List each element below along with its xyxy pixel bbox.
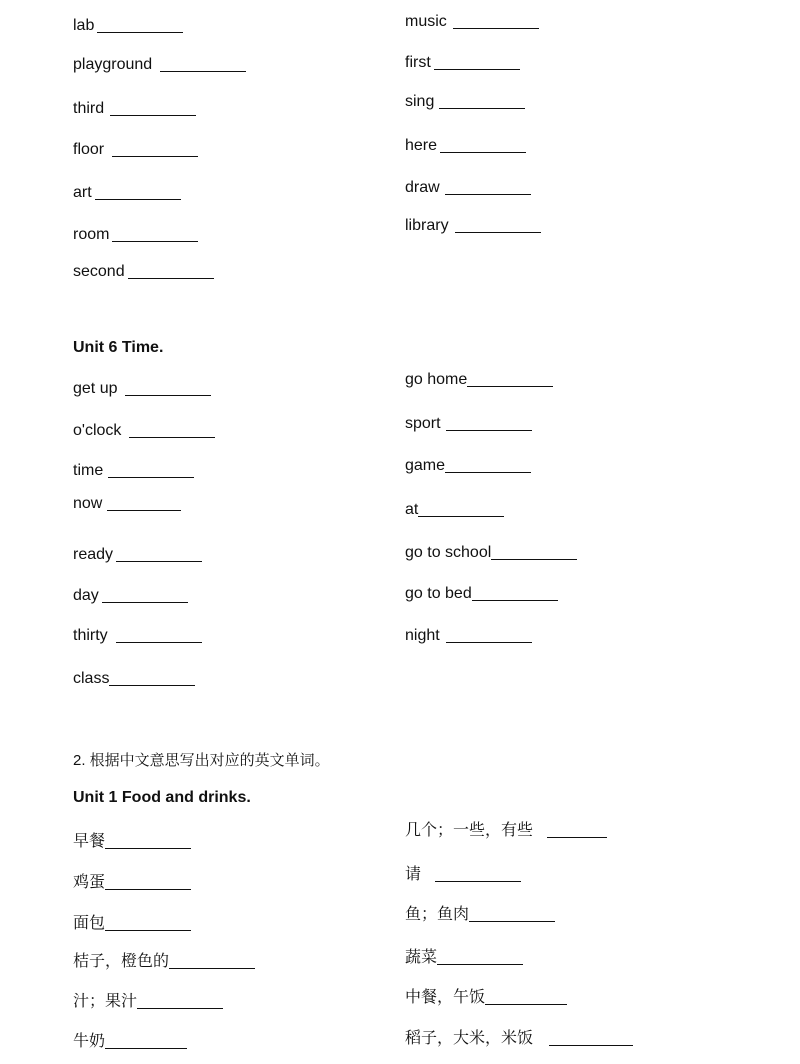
cn-item-some: 几个；一些，有些: [405, 821, 607, 841]
answer-blank[interactable]: [547, 837, 607, 838]
cn-item-milk: 牛奶: [73, 1032, 187, 1052]
answer-blank[interactable]: [445, 472, 531, 473]
answer-blank[interactable]: [437, 964, 523, 965]
vocab-item-playground: playground: [73, 55, 246, 75]
answer-blank[interactable]: [160, 71, 246, 72]
cn-item-egg: 鸡蛋: [73, 873, 191, 893]
vocab-item-floor: floor: [73, 140, 198, 160]
vocab-item-music: music: [405, 12, 539, 32]
answer-blank[interactable]: [97, 32, 183, 33]
vocab-item-go-to-school: go to school: [405, 543, 577, 563]
unit1-heading: Unit 1 Food and drinks.: [73, 789, 251, 806]
answer-blank[interactable]: [105, 848, 191, 849]
answer-blank[interactable]: [112, 156, 198, 157]
answer-blank[interactable]: [105, 1048, 187, 1049]
unit6-heading: Unit 6 Time.: [73, 339, 164, 356]
vocab-item-night: night: [405, 626, 532, 646]
answer-blank[interactable]: [453, 28, 539, 29]
cn-item-vegetables: 蔬菜: [405, 948, 523, 968]
answer-blank[interactable]: [455, 232, 541, 233]
vocab-item-go-home: go home: [405, 370, 553, 390]
answer-blank[interactable]: [549, 1045, 633, 1046]
answer-blank[interactable]: [116, 561, 202, 562]
answer-blank[interactable]: [439, 108, 525, 109]
vocab-item-draw: draw: [405, 178, 531, 198]
answer-blank[interactable]: [125, 395, 211, 396]
cn-item-lunch: 中餐，午饭: [405, 988, 567, 1008]
answer-blank[interactable]: [105, 889, 191, 890]
answer-blank[interactable]: [112, 241, 198, 242]
answer-blank[interactable]: [116, 642, 202, 643]
vocab-item-ready: ready: [73, 545, 202, 565]
vocab-item-game: game: [405, 456, 531, 476]
answer-blank[interactable]: [485, 1004, 567, 1005]
cn-item-bread: 面包: [73, 914, 191, 934]
cn-item-juice: 汁；果汁: [73, 992, 223, 1012]
vocab-item-oclock: o'clock: [73, 421, 215, 441]
cn-item-breakfast: 早餐: [73, 832, 191, 852]
vocab-item-at: at: [405, 500, 504, 520]
vocab-item-room: room: [73, 225, 198, 245]
answer-blank[interactable]: [467, 386, 553, 387]
answer-blank[interactable]: [435, 881, 521, 882]
answer-blank[interactable]: [418, 516, 504, 517]
answer-blank[interactable]: [446, 430, 532, 431]
vocab-item-sport: sport: [405, 414, 532, 434]
vocab-item-day: day: [73, 586, 188, 606]
answer-blank[interactable]: [472, 600, 558, 601]
answer-blank[interactable]: [128, 278, 214, 279]
vocab-item-go-to-bed: go to bed: [405, 584, 558, 604]
vocab-item-second: second: [73, 262, 214, 282]
answer-blank[interactable]: [95, 199, 181, 200]
vocab-item-here: here: [405, 136, 526, 156]
answer-blank[interactable]: [109, 685, 195, 686]
vocab-item-time: time: [73, 461, 194, 481]
vocab-item-class: class: [73, 669, 195, 689]
answer-blank[interactable]: [108, 477, 194, 478]
vocab-item-lab: lab: [73, 16, 183, 36]
vocab-item-sing: sing: [405, 92, 525, 112]
vocab-item-third: third: [73, 99, 196, 119]
answer-blank[interactable]: [469, 921, 555, 922]
vocab-item-get-up: get up: [73, 379, 211, 399]
vocab-item-now: now: [73, 494, 181, 514]
vocab-item-library: library: [405, 216, 541, 236]
answer-blank[interactable]: [446, 642, 532, 643]
section2-instruction: 2. 根据中文意思写出对应的英文单词。: [73, 752, 330, 769]
answer-blank[interactable]: [169, 968, 255, 969]
answer-blank[interactable]: [129, 437, 215, 438]
answer-blank[interactable]: [102, 602, 188, 603]
answer-blank[interactable]: [434, 69, 520, 70]
answer-blank[interactable]: [105, 930, 191, 931]
vocab-item-first: first: [405, 53, 520, 73]
vocab-item-art: art: [73, 183, 181, 203]
vocab-item-thirty: thirty: [73, 626, 202, 646]
cn-item-orange: 桔子，橙色的: [73, 952, 255, 972]
cn-item-fish: 鱼；鱼肉: [405, 905, 555, 925]
answer-blank[interactable]: [110, 115, 196, 116]
answer-blank[interactable]: [440, 152, 526, 153]
answer-blank[interactable]: [445, 194, 531, 195]
answer-blank[interactable]: [137, 1008, 223, 1009]
cn-item-rice: 稻子，大米，米饭: [405, 1029, 633, 1049]
answer-blank[interactable]: [491, 559, 577, 560]
answer-blank[interactable]: [107, 510, 181, 511]
cn-item-please: 请: [405, 865, 521, 885]
